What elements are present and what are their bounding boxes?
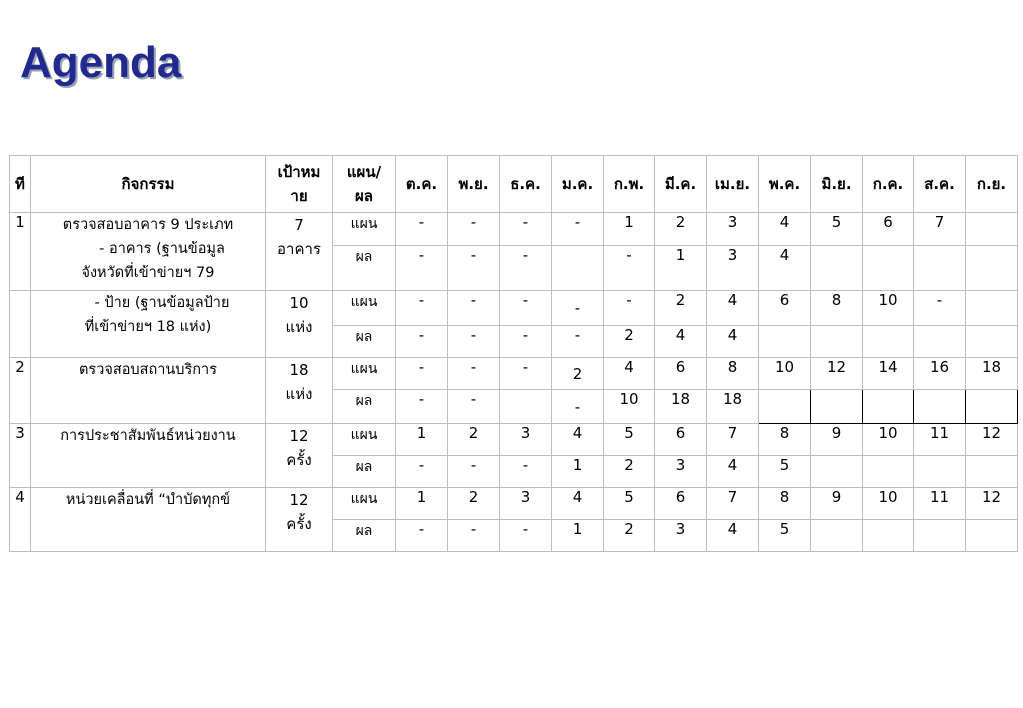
agenda-body (10, 213, 1018, 552)
target-cell (266, 424, 333, 488)
plan-month-value: 12 (811, 358, 863, 390)
activity-line: - อาคาร (ฐานข้อมูล (99, 241, 225, 257)
result-month-value: 1 (552, 520, 604, 552)
target-line: 10 (289, 294, 309, 312)
result-month-value: 3 (655, 520, 707, 552)
activity-line: หน่วยเคลื่อนที่ “บำบัดทุกข์ (65, 492, 231, 508)
result-month-value (966, 390, 1018, 424)
plan-month-value: 3 (707, 213, 759, 246)
header-month: ธ.ค. (500, 156, 552, 213)
plan-month-value: 10 (863, 291, 914, 326)
plan-month-value: 2 (655, 213, 707, 246)
plan-month-value: - (500, 358, 552, 390)
result-month-value (914, 246, 966, 291)
table-row (10, 291, 1018, 326)
header-month: ต.ค. (396, 156, 448, 213)
plan-month-value: 12 (966, 424, 1018, 456)
header-target-line-2: าย (290, 187, 308, 205)
result-month-value (966, 520, 1018, 552)
plan-month-value: - (396, 291, 448, 326)
plan-month-value: 6 (655, 488, 707, 520)
target-line: 12 (289, 427, 309, 445)
header-month: มิ.ย. (811, 156, 863, 213)
result-label: ผล (333, 326, 396, 358)
result-month-value (863, 246, 914, 291)
header-target (266, 156, 333, 213)
result-month-value: - (396, 326, 448, 358)
target-cell (266, 488, 333, 552)
result-month-value: 2 (604, 520, 655, 552)
result-month-value (966, 326, 1018, 358)
plan-month-value: 7 (707, 424, 759, 456)
result-month-value (811, 390, 863, 424)
plan-month-value: 9 (811, 488, 863, 520)
header-no: ที (10, 156, 31, 213)
plan-month-value: 10 (863, 488, 914, 520)
result-label: ผล (333, 520, 396, 552)
row-number: 4 (10, 488, 31, 552)
result-month-value: - (396, 390, 448, 424)
result-month-value: 5 (759, 520, 811, 552)
result-month-value (759, 326, 811, 358)
page-title: Agenda (20, 38, 182, 87)
header-activity: กิจกรรม (31, 156, 266, 213)
row-number: 3 (10, 424, 31, 488)
plan-month-value: 7 (707, 488, 759, 520)
plan-month-value: - (396, 213, 448, 246)
result-month-value: 3 (655, 456, 707, 488)
result-month-value: 4 (707, 326, 759, 358)
plan-month-value: 2 (448, 488, 500, 520)
activity-cell (31, 488, 266, 552)
plan-month-value: 4 (552, 488, 604, 520)
plan-month-value: 5 (604, 488, 655, 520)
row-number: 1 (10, 213, 31, 291)
header-month: พ.ย. (448, 156, 500, 213)
result-month-value (863, 456, 914, 488)
result-month-value: - (448, 390, 500, 424)
activity-line: จังหวัดที่เข้าข่ายฯ 79 (81, 265, 215, 281)
plan-month-value: 6 (655, 358, 707, 390)
target-line: 18 (289, 361, 309, 379)
table-row (10, 358, 1018, 390)
activity-line: ตรวจสอบสถานบริการ (79, 362, 217, 378)
header-target-line-1: เป้าหม (277, 163, 321, 181)
row-number: 2 (10, 358, 31, 424)
result-month-value: 2 (604, 456, 655, 488)
plan-month-value: 11 (914, 488, 966, 520)
target-line: ครั้ง (286, 451, 312, 469)
activity-cell (31, 291, 266, 358)
result-label: ผล (333, 246, 396, 291)
plan-month-value: 11 (914, 424, 966, 456)
target-cell (266, 358, 333, 424)
result-month-value: - (396, 246, 448, 291)
header-plan-result (333, 156, 396, 213)
plan-month-value: 8 (759, 488, 811, 520)
result-month-value (966, 456, 1018, 488)
header-month: ส.ค. (914, 156, 966, 213)
plan-month-value: 4 (707, 291, 759, 326)
activity-cell (31, 424, 266, 488)
result-month-value (811, 246, 863, 291)
result-month-value: - (448, 246, 500, 291)
result-month-value: - (500, 520, 552, 552)
target-line: 12 (289, 491, 309, 509)
result-month-value: - (396, 520, 448, 552)
plan-month-value: 16 (914, 358, 966, 390)
result-month-value (863, 520, 914, 552)
plan-month-value: - (914, 291, 966, 326)
activity-line: - ป้าย (ฐานข้อมูลป้าย (94, 295, 230, 311)
target-cell (266, 213, 333, 291)
result-month-value (500, 390, 552, 424)
result-month-value (552, 246, 604, 291)
plan-month-value: - (552, 291, 604, 326)
plan-month-value: 8 (759, 424, 811, 456)
plan-month-value: 5 (811, 213, 863, 246)
plan-month-value: 6 (863, 213, 914, 246)
result-month-value: - (448, 520, 500, 552)
target-line: 7 (294, 216, 304, 234)
target-line: ครั้ง (286, 515, 312, 533)
result-month-value: 4 (707, 520, 759, 552)
result-month-value: - (396, 456, 448, 488)
result-label: ผล (333, 456, 396, 488)
result-month-value (811, 326, 863, 358)
plan-month-value: 6 (759, 291, 811, 326)
result-month-value: 4 (655, 326, 707, 358)
plan-month-value: 3 (500, 488, 552, 520)
result-month-value: 18 (707, 390, 759, 424)
activity-line: การประชาสัมพันธ์หน่วยงาน (60, 428, 236, 444)
plan-month-value: - (500, 213, 552, 246)
plan-month-value: 2 (448, 424, 500, 456)
activity-cell (31, 213, 266, 291)
result-month-value: 5 (759, 456, 811, 488)
result-month-value: - (448, 326, 500, 358)
result-month-value: - (448, 456, 500, 488)
header-month: ม.ค. (552, 156, 604, 213)
plan-month-value: 4 (604, 358, 655, 390)
header-plan-result-line-1: แผน/ (346, 163, 382, 181)
target-line: แห่ง (285, 385, 313, 403)
header-plan-result-line-2: ผล (355, 187, 373, 205)
plan-month-value: - (396, 358, 448, 390)
plan-month-value: 14 (863, 358, 914, 390)
result-month-value (811, 520, 863, 552)
result-month-value: - (552, 326, 604, 358)
target-cell (266, 291, 333, 358)
plan-month-value: 1 (396, 488, 448, 520)
result-month-value (863, 390, 914, 424)
result-month-value (914, 326, 966, 358)
plan-month-value: 3 (500, 424, 552, 456)
result-month-value (811, 456, 863, 488)
result-month-value: 10 (604, 390, 655, 424)
result-month-value (914, 390, 966, 424)
plan-month-value: - (448, 358, 500, 390)
target-line: อาคาร (277, 240, 321, 258)
plan-month-value: 1 (604, 213, 655, 246)
plan-month-value: 8 (811, 291, 863, 326)
result-month-value: 2 (604, 326, 655, 358)
header-month: มี.ค. (655, 156, 707, 213)
plan-month-value: 4 (552, 424, 604, 456)
header-month: ก.ค. (863, 156, 914, 213)
header-month: ก.ย. (966, 156, 1018, 213)
plan-month-value: - (448, 213, 500, 246)
result-month-value: 1 (552, 456, 604, 488)
plan-month-value: - (552, 213, 604, 246)
header-month: ก.พ. (604, 156, 655, 213)
plan-month-value: 8 (707, 358, 759, 390)
result-month-value: - (604, 246, 655, 291)
result-month-value: 1 (655, 246, 707, 291)
header-month: เม.ย. (707, 156, 759, 213)
agenda-table (9, 155, 1018, 552)
result-month-value: - (500, 456, 552, 488)
plan-month-value: 12 (966, 488, 1018, 520)
plan-month-value: 2 (552, 358, 604, 390)
plan-month-value: 5 (604, 424, 655, 456)
result-month-value: - (500, 246, 552, 291)
result-month-value (914, 456, 966, 488)
header-row (10, 156, 1018, 213)
plan-month-value: 10 (863, 424, 914, 456)
result-month-value: 18 (655, 390, 707, 424)
plan-month-value: 4 (759, 213, 811, 246)
plan-label: แผน (333, 424, 396, 456)
plan-month-value: 2 (655, 291, 707, 326)
plan-label: แผน (333, 488, 396, 520)
result-month-value (914, 520, 966, 552)
table-row (10, 424, 1018, 456)
plan-month-value: 18 (966, 358, 1018, 390)
plan-month-value: - (604, 291, 655, 326)
activity-line: ตรวจสอบอาคาร 9 ประเภท (62, 217, 234, 233)
plan-month-value: 10 (759, 358, 811, 390)
result-month-value: 3 (707, 246, 759, 291)
plan-month-value: - (500, 291, 552, 326)
activity-cell (31, 358, 266, 424)
plan-month-value: 9 (811, 424, 863, 456)
result-month-value (966, 246, 1018, 291)
result-month-value: - (552, 390, 604, 424)
plan-label: แผน (333, 358, 396, 390)
result-month-value (863, 326, 914, 358)
plan-month-value: 7 (914, 213, 966, 246)
plan-month-value (966, 213, 1018, 246)
target-line: แห่ง (285, 318, 313, 336)
result-month-value: - (500, 326, 552, 358)
result-label: ผล (333, 390, 396, 424)
result-month-value: 4 (707, 456, 759, 488)
result-month-value: 4 (759, 246, 811, 291)
plan-label: แผน (333, 213, 396, 246)
table-row (10, 213, 1018, 246)
plan-month-value (966, 291, 1018, 326)
plan-month-value: - (448, 291, 500, 326)
plan-month-value: 1 (396, 424, 448, 456)
activity-line: ที่เข้าข่ายฯ 18 แห่ง) (84, 319, 212, 335)
table-row (10, 488, 1018, 520)
row-number (10, 291, 31, 358)
result-month-value (759, 390, 811, 424)
header-month: พ.ค. (759, 156, 811, 213)
plan-month-value: 6 (655, 424, 707, 456)
plan-label: แผน (333, 291, 396, 326)
